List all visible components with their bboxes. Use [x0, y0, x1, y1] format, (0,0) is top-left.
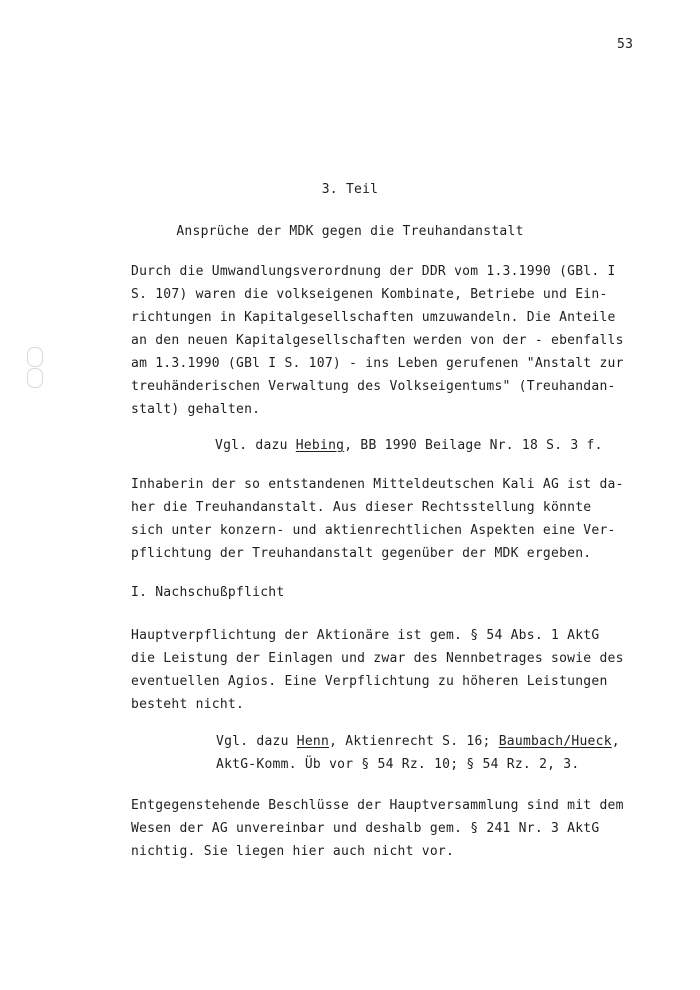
text-line: an den neuen Kapitalgesellschaften werden von der - ebenfalls: [131, 333, 624, 348]
citation-author: Baumbach/Hueck: [498, 734, 612, 749]
section-title: Ansprüche der MDK gegen die Treuhandanstalt: [176, 224, 524, 239]
text-line: stalt) gehalten.: [131, 402, 261, 417]
text-line: nichtig. Sie liegen hier auch nicht vor.: [131, 844, 455, 859]
punch-hole-mark: [27, 347, 43, 367]
punch-hole-mark: [27, 368, 43, 388]
page-number: 53: [617, 37, 634, 52]
citation-source: , BB 1990 Beilage Nr. 18 S. 3 f.: [344, 438, 603, 453]
text-line: richtungen in Kapitalgesellschaften umzuwandeln. Die Anteile: [131, 310, 616, 325]
citation-author: Henn: [296, 734, 330, 749]
text-line: her die Treuhandanstalt. Aus dieser Rechtsstellung könnte: [131, 500, 592, 515]
citation-prefix: Vgl. dazu: [216, 734, 297, 749]
citation-line: [216, 734, 620, 750]
citation-prefix: Vgl. dazu: [215, 438, 296, 453]
subheading-nachschusspflicht: I. Nachschußpflicht: [131, 585, 285, 600]
citation-hebing: [215, 438, 603, 454]
text-line: die Leistung der Einlagen und zwar des Nennbetrages sowie des: [131, 651, 624, 666]
text-line: treuhänderischen Verwaltung des Volkseigentums" (Treuhandan-: [131, 379, 616, 394]
text-line: am 1.3.1990 (GBl I S. 107) - ins Leben gerufenen "Anstalt zur: [131, 356, 624, 371]
text-line: eventuellen Agios. Eine Verpflichtung zu höheren Leistungen: [131, 674, 608, 689]
text-line: Wesen der AG unvereinbar und deshalb gem. § 241 Nr. 3 AktG: [131, 821, 600, 836]
text-line: Inhaberin der so entstandenen Mitteldeutschen Kali AG ist da-: [131, 477, 624, 492]
text-line: pflichtung der Treuhandanstalt gegenüber der MDK ergeben.: [131, 546, 592, 561]
text-line: besteht nicht.: [131, 697, 245, 712]
text-line: Hauptverpflichtung der Aktionäre ist gem. § 54 Abs. 1 AktG: [131, 628, 600, 643]
text-line: sich unter konzern- und aktienrechtlichen Aspekten eine Ver-: [131, 523, 616, 538]
citation-source: , Aktienrecht S. 16;: [329, 734, 499, 749]
citation-line: AktG-Komm. Üb vor § 54 Rz. 10; § 54 Rz. 2, 3.: [216, 757, 580, 772]
citation-punct: ,: [611, 734, 620, 749]
text-line: Entgegenstehende Beschlüsse der Hauptversammlung sind mit dem: [131, 798, 624, 813]
text-line: S. 107) waren die volkseigenen Kombinate, Betriebe und Ein-: [131, 287, 608, 302]
text-line: Durch die Umwandlungsverordnung der DDR vom 1.3.1990 (GBl. I: [131, 264, 616, 279]
citation-author: Hebing: [295, 438, 345, 453]
section-heading: 3. Teil: [321, 182, 379, 197]
